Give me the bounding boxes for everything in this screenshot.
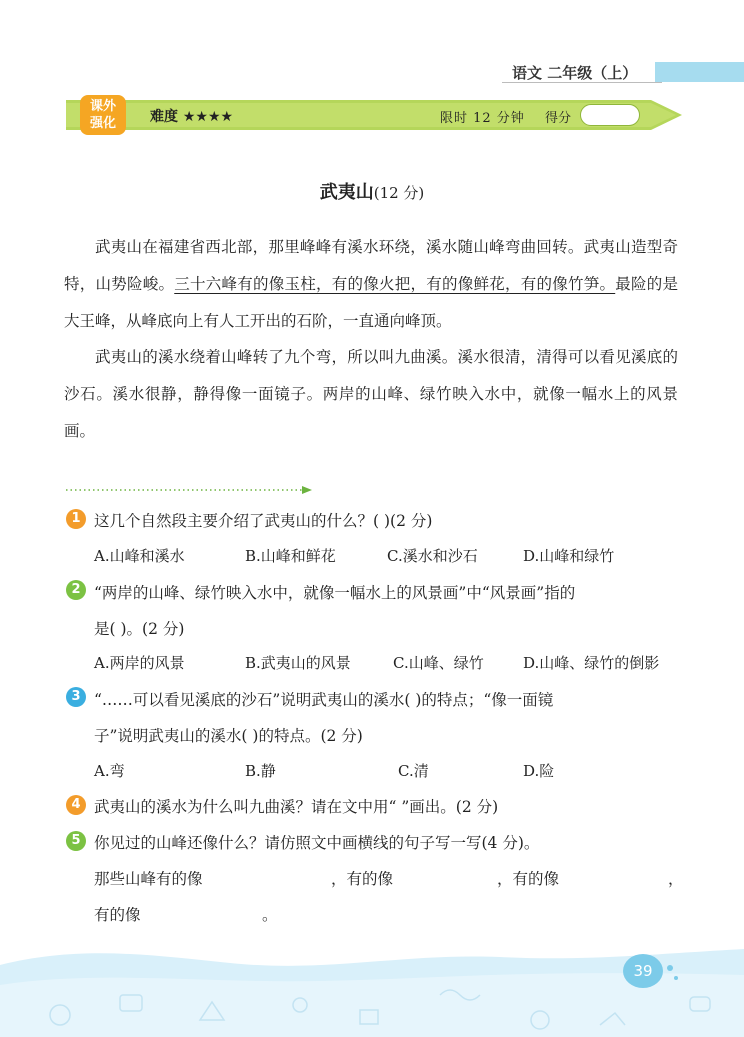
tag-line-1: 课外 [89,99,116,114]
q1-option-b[interactable]: B.山峰和鲜花 [245,547,336,565]
q1-option-a[interactable]: A.山峰和溪水 [94,547,185,565]
question-5-badge: 5 [66,831,86,851]
q5-fill-prefix-4: 有的像 [94,906,141,924]
p1-underlined-sentence: 三十六峰有的像玉柱，有的像火把，有的像鲜花，有的像竹笋。 [174,275,616,293]
q3-option-a[interactable]: A.弯 [94,762,125,780]
subject-grade-label: 语文 二年级（上） [512,64,638,82]
header-color-bar [655,62,744,82]
p1-before: 武夷山在福建省西北部，那里峰峰有溪水环绕，溪水随山峰弯曲回转。武夷山造型奇特，山势险峻。 [64,238,678,293]
question-1-text: 这几个自然段主要介绍了武夷山的什么？( )(2 分) [94,512,433,530]
q5-fill-prefix-3: ，有的像 [497,870,560,888]
time-limit: 限时 12 分钟 [440,111,525,126]
passage-paragraph-2: 武夷山的溪水绕着山峰转了九个弯，所以叫九曲溪。溪水很清，清得可以看见溪底的沙石。溪水很静，静得像一面镜子。两岸的山峰、绿竹映入水中，就像一幅水上的风景画。 [64,348,678,440]
q3-option-c[interactable]: C.清 [398,762,429,780]
q1-option-c[interactable]: C.溪水和沙石 [387,547,478,565]
tag-line-2: 强化 [89,116,116,131]
question-3-text-line-1: “……可以看见溪底的沙石”说明武夷山的溪水( )的特点；“像一面镜 [94,691,554,709]
question-2-text-line-2: 是( )。(2 分) [94,620,185,638]
difficulty-rating: 难度 ★★★★ [150,109,234,125]
q2-option-a[interactable]: A.两岸的风景 [94,654,185,672]
p1-after: 最险的是大王峰，从峰底向上有人工开出的石阶，一直通向峰顶。 [64,275,678,330]
q5-fill-comma: ， [668,870,684,888]
q2-option-b[interactable]: B.武夷山的风景 [245,654,351,672]
passage-paragraph-1 [64,229,678,340]
extracurricular-tag [80,95,126,135]
question-2-badge: 2 [66,580,86,600]
q5-fill-period: 。 [262,906,278,924]
question-3-badge: 3 [66,687,86,707]
q3-option-b[interactable]: B.静 [245,762,276,780]
q3-option-d[interactable]: D.险 [523,762,555,780]
title-text: 武夷山 [319,182,374,203]
question-3-text-line-2: 子”说明武夷山的溪水( )的特点。(2 分) [94,727,363,745]
question-2-text-line-1: “两岸的山峰、绿竹映入水中，就像一幅水上的风景画”中“风景画”指的 [94,584,576,602]
score-label: 得分 [545,111,572,126]
passage-title [0,178,744,204]
score-input-box[interactable] [580,104,640,126]
title-points: (12 分) [373,184,425,202]
q5-fill-prefix-2: ，有的像 [331,870,394,888]
q1-option-d[interactable]: D.山峰和绿竹 [523,547,615,565]
question-1-badge: 1 [66,509,86,529]
page-number: 39 [623,954,663,988]
page-number-bubbles [664,962,684,986]
question-5-text: 你见过的山峰还像什么？请仿照文中画横线的句子写一写(4 分)。 [94,834,540,852]
q2-option-d[interactable]: D.山峰、绿竹的倒影 [523,654,660,672]
question-4-text: 武夷山的溪水为什么叫九曲溪？请在文中用“ ”画出。(2 分) [94,798,499,816]
q2-option-c[interactable]: C.山峰、绿竹 [393,654,484,672]
q5-fill-prefix-1: 那些山峰有的像 [94,870,203,888]
header-rule [502,82,662,83]
question-4-badge: 4 [66,795,86,815]
dotted-arrow-divider [66,484,312,496]
